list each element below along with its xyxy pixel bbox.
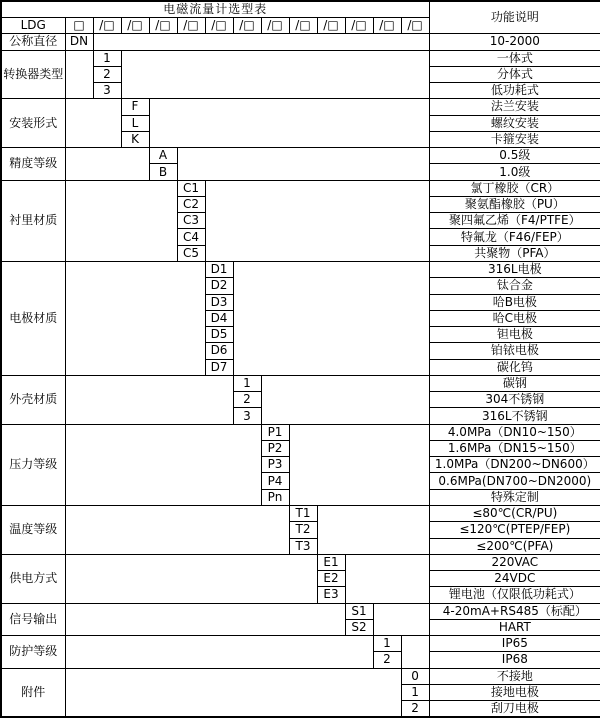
option-code: C3: [177, 213, 205, 229]
option-desc: 0.5级: [429, 148, 600, 164]
option-code: 3: [93, 83, 121, 99]
option-desc: 共聚物（PFA）: [429, 245, 600, 261]
option-desc: 哈C电极: [429, 310, 600, 326]
spacer-cell: [65, 50, 93, 99]
model-code-slot: /□: [401, 18, 429, 34]
option-desc: 分体式: [429, 66, 600, 82]
option-desc: 氯丁橡胶（CR）: [429, 180, 600, 196]
option-desc: 1.6MPa（DN15~150）: [429, 440, 600, 456]
option-code: S1: [345, 603, 373, 619]
option-code: D4: [205, 310, 233, 326]
option-desc: 316L电极: [429, 261, 600, 277]
option-desc: 0.6MPa(DN700~DN2000): [429, 473, 600, 489]
option-code: 2: [233, 392, 261, 408]
category-label: 信号输出: [1, 603, 65, 636]
function-description-header: 功能说明: [429, 1, 600, 34]
option-desc: 卡箍安装: [429, 131, 600, 147]
option-code: K: [121, 131, 149, 147]
option-code: D1: [205, 261, 233, 277]
category-label: 安装形式: [1, 99, 65, 148]
category-label: 衬里材质: [1, 180, 65, 261]
model-code-slot: /□: [149, 18, 177, 34]
spacer-cell: [65, 668, 401, 717]
option-desc: 304不锈钢: [429, 392, 600, 408]
model-code-slot: /□: [233, 18, 261, 34]
option-desc: 聚氨酯橡胶（PU）: [429, 196, 600, 212]
option-desc: 特氟龙（F46/FEP）: [429, 229, 600, 245]
option-desc: 特殊定制: [429, 489, 600, 505]
option-code: S2: [345, 619, 373, 635]
spacer-cell: [317, 505, 429, 554]
option-code: F: [121, 99, 149, 115]
category-label: 公称直径: [1, 34, 65, 50]
model-code-slot: /□: [121, 18, 149, 34]
spacer-cell: [65, 424, 261, 505]
option-desc: 4.0MPa（DN10~150）: [429, 424, 600, 440]
option-desc: 4-20mA+RS485（标配）: [429, 603, 600, 619]
category-label: 电极材质: [1, 261, 65, 375]
option-desc: 铂铱电极: [429, 343, 600, 359]
option-code: 3: [233, 408, 261, 424]
category-label: 转换器类型: [1, 50, 65, 99]
option-code: D2: [205, 278, 233, 294]
option-desc: ≤80℃(CR/PU): [429, 505, 600, 521]
spacer-cell: [233, 261, 429, 375]
category-label: 供电方式: [1, 554, 65, 603]
option-code: C4: [177, 229, 205, 245]
option-desc: 10-2000: [429, 34, 600, 50]
option-code: 0: [401, 668, 429, 684]
option-code: D5: [205, 327, 233, 343]
option-desc: 聚四氟乙烯（F4/PTFE）: [429, 213, 600, 229]
option-code: A: [149, 148, 177, 164]
option-code: P2: [261, 440, 289, 456]
spacer-cell: [93, 34, 429, 50]
spacer-cell: [65, 261, 205, 375]
option-code: 1: [93, 50, 121, 66]
spacer-cell: [205, 180, 429, 261]
spacer-cell: [373, 603, 429, 636]
spacer-cell: [261, 375, 429, 424]
option-desc: ≤120℃(PTEP/FEP): [429, 522, 600, 538]
model-code-slot: /□: [345, 18, 373, 34]
option-code: E2: [317, 571, 345, 587]
option-code: 1: [401, 684, 429, 700]
option-code: E3: [317, 587, 345, 603]
spacer-cell: [401, 636, 429, 669]
option-desc: 锂电池（仅限低功耗式）: [429, 587, 600, 603]
option-code: P4: [261, 473, 289, 489]
option-desc: IP68: [429, 652, 600, 668]
option-desc: 1.0级: [429, 164, 600, 180]
option-code: B: [149, 164, 177, 180]
model-code-slot: /□: [261, 18, 289, 34]
spacer-cell: [65, 180, 177, 261]
option-desc: 接地电极: [429, 684, 600, 700]
option-desc: HART: [429, 619, 600, 635]
category-label: 精度等级: [1, 148, 65, 181]
spacer-cell: [65, 375, 233, 424]
option-code: T2: [289, 522, 317, 538]
option-code: C1: [177, 180, 205, 196]
option-code: 1: [373, 636, 401, 652]
option-desc: 1.0MPa（DN200~DN600）: [429, 457, 600, 473]
spacer-cell: [121, 50, 429, 99]
spacer-cell: [65, 148, 149, 181]
option-desc: 碳钢: [429, 375, 600, 391]
category-label: 外壳材质: [1, 375, 65, 424]
option-code: L: [121, 115, 149, 131]
option-desc: IP65: [429, 636, 600, 652]
option-code: D6: [205, 343, 233, 359]
option-code: T3: [289, 538, 317, 554]
option-code: 1: [233, 375, 261, 391]
option-code: DN: [65, 34, 93, 50]
option-desc: 24VDC: [429, 571, 600, 587]
option-desc: 碳化钨: [429, 359, 600, 375]
option-desc: 220VAC: [429, 554, 600, 570]
category-label: 防护等级: [1, 636, 65, 669]
category-label: 温度等级: [1, 505, 65, 554]
option-code: E1: [317, 554, 345, 570]
spacer-cell: [65, 99, 121, 148]
spacer-cell: [177, 148, 429, 181]
option-code: P1: [261, 424, 289, 440]
option-desc: 刮刀电极: [429, 701, 600, 718]
model-code-slot: /□: [373, 18, 401, 34]
spacer-cell: [345, 554, 429, 603]
table-title: 电磁流量计选型表: [1, 1, 429, 18]
option-code: D7: [205, 359, 233, 375]
spacer-cell: [65, 505, 289, 554]
option-desc: ≤200℃(PFA): [429, 538, 600, 554]
option-code: 2: [401, 701, 429, 718]
model-code-slot: /□: [205, 18, 233, 34]
option-code: 2: [373, 652, 401, 668]
option-code: C5: [177, 245, 205, 261]
model-code-slot: /□: [177, 18, 205, 34]
spacer-cell: [289, 424, 429, 505]
option-code: P3: [261, 457, 289, 473]
model-code-slot: /□: [317, 18, 345, 34]
model-code-box: □: [65, 18, 93, 34]
option-code: D3: [205, 294, 233, 310]
option-desc: 不接地: [429, 668, 600, 684]
option-code: T1: [289, 505, 317, 521]
option-desc: 法兰安装: [429, 99, 600, 115]
option-desc: 钽电极: [429, 327, 600, 343]
option-code: C2: [177, 196, 205, 212]
option-desc: 一体式: [429, 50, 600, 66]
option-desc: 低功耗式: [429, 83, 600, 99]
option-desc: 螺纹安装: [429, 115, 600, 131]
spacer-cell: [65, 603, 345, 636]
spacer-cell: [65, 554, 317, 603]
model-code-slot: /□: [93, 18, 121, 34]
option-desc: 316L不锈钢: [429, 408, 600, 424]
spacer-cell: [149, 99, 429, 148]
spacer-cell: [65, 636, 373, 669]
model-code-slot: /□: [289, 18, 317, 34]
option-code: 2: [93, 66, 121, 82]
category-label: 附件: [1, 668, 65, 717]
category-label: 压力等级: [1, 424, 65, 505]
option-code: Pn: [261, 489, 289, 505]
option-desc: 哈B电极: [429, 294, 600, 310]
option-desc: 钛合金: [429, 278, 600, 294]
model-prefix: LDG: [1, 18, 65, 34]
